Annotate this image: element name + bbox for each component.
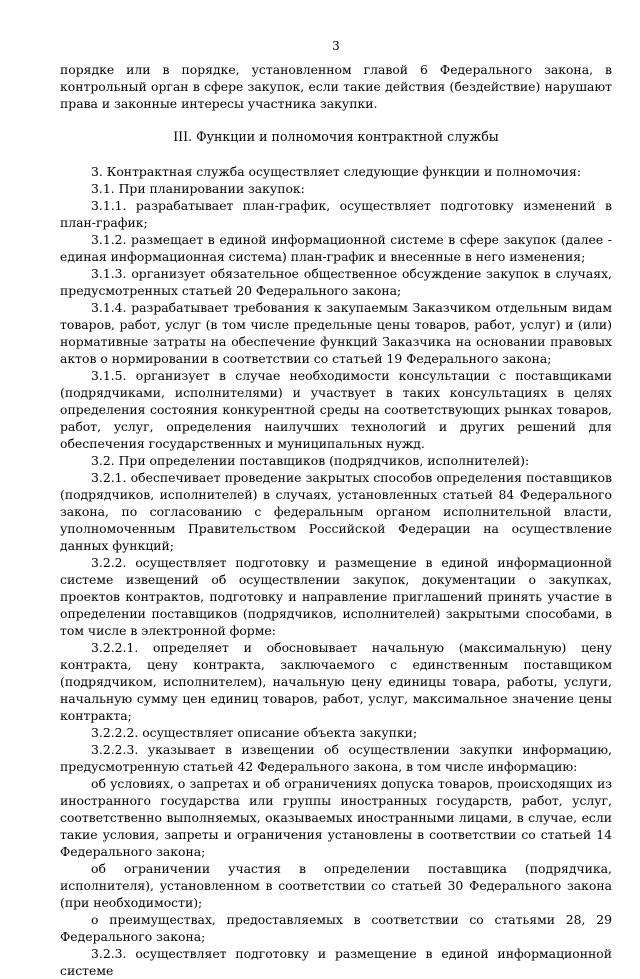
paragraph: 3.1.2. размещает в единой информационной системе в сфере закупок (далее - единая информационная система) план-график и внесенные в него изменения; <box>60 232 612 264</box>
paragraph: 3.2.2.2. осуществляет описание объекта закупки; <box>91 725 418 740</box>
paragraph: 3.2.1. обеспечивает проведение закрытых способов определения поставщиков (подрядчиков, исполнителей) в случаях, установленных статьей 84 Федерального закона, по согласованию с федеральным органом исполнительной власти, уполномоченным Правительством Российской Федерации на осуществление данных функций; <box>60 470 612 553</box>
section-title: III. Функции и полномочия контрактной службы <box>173 129 499 144</box>
paragraph: 3.1.5. организует в случае необходимости консультации с поставщиками (подрядчиками, исполнителями) и участвует в таких консультациях в целях определения состояния конкурентной среды на соответствующих рынках товаров, работ, услуг, определения наилучших технологий и других решений для обеспечения государственных и муниципальных нужд. <box>60 368 612 451</box>
paragraph: 3.2.2.1. определяет и обосновывает начальную (максимальную) цену контракта, цену контракта, заключаемого с единственным поставщиком (подрядчиком, исполнителем), начальную цену единицы товара, работы, услуги, начальную сумму цен единиц товаров, работ, услуг, максимальное значение цены контракта; <box>60 640 612 723</box>
paragraph: об условиях, о запретах и об ограничениях допуска товаров, происходящих из иностранного государства или группы иностранных государств, работ, услуг, соответственно выполняемых, оказываемых иностранными лицами, в случае, если такие условия, запреты и ограничения установлены в соответствии со статьей 14 Федерального закона; <box>60 776 612 859</box>
paragraph: 3.2.2. осуществляет подготовку и размещение в единой информационной системе извещений об осуществлении закупок, документации о закупках, проектов контрактов, подготовку и направление приглашений принять участие в определении поставщиков (подрядчиков, исполнителей) закрытыми способами, в том числе в электронной форме: <box>60 555 612 638</box>
paragraph: 3.1.3. организует обязательное общественное обсуждение закупок в случаях, предусмотренных статьей 20 Федерального закона; <box>60 266 612 298</box>
paragraph: 3. Контрактная служба осуществляет следующие функции и полномочия: <box>91 164 582 179</box>
paragraph: об ограничении участия в определении поставщика (подрядчика, исполнителя), установленном в соответствии со статьей 30 Федерального закона (при необходимости); <box>60 861 612 910</box>
paragraph: 3.1.1. разрабатывает план-график, осуществляет подготовку изменений в план-график; <box>60 198 612 230</box>
paragraph: 3.1. При планировании закупок: <box>91 181 305 196</box>
paragraph: 3.2. При определении поставщиков (подрядчиков, исполнителей): <box>91 453 530 468</box>
page-number: 3 <box>332 39 340 53</box>
paragraph: 3.2.2.3. указывает в извещении об осуществлении закупки информацию, предусмотренную статьей 42 Федерального закона, в том числе информацию: <box>60 742 612 774</box>
intro-paragraph: порядке или в порядке, установленном главой 6 Федерального закона, в контрольный орган в сфере закупок, если такие действия (бездействие) нарушают права и законные интересы участника закупки. <box>60 62 612 111</box>
paragraph: 3.2.3. осуществляет подготовку и размещение в единой информационной системе <box>60 946 612 978</box>
paragraph: 3.1.4. разрабатывает требования к закупаемым Заказчиком отдельным видам товаров, работ, услуг (в том числе предельные цены товаров, работ, услуг) и (или) нормативные затраты на обеспечение функций Заказчика на основании правовых актов о нормировании в соответствии со статьей 19 Федерального закона; <box>60 300 612 366</box>
paragraph: о преимуществах, предоставляемых в соответствии со статьями 28, 29 Федерального закона; <box>60 912 612 944</box>
